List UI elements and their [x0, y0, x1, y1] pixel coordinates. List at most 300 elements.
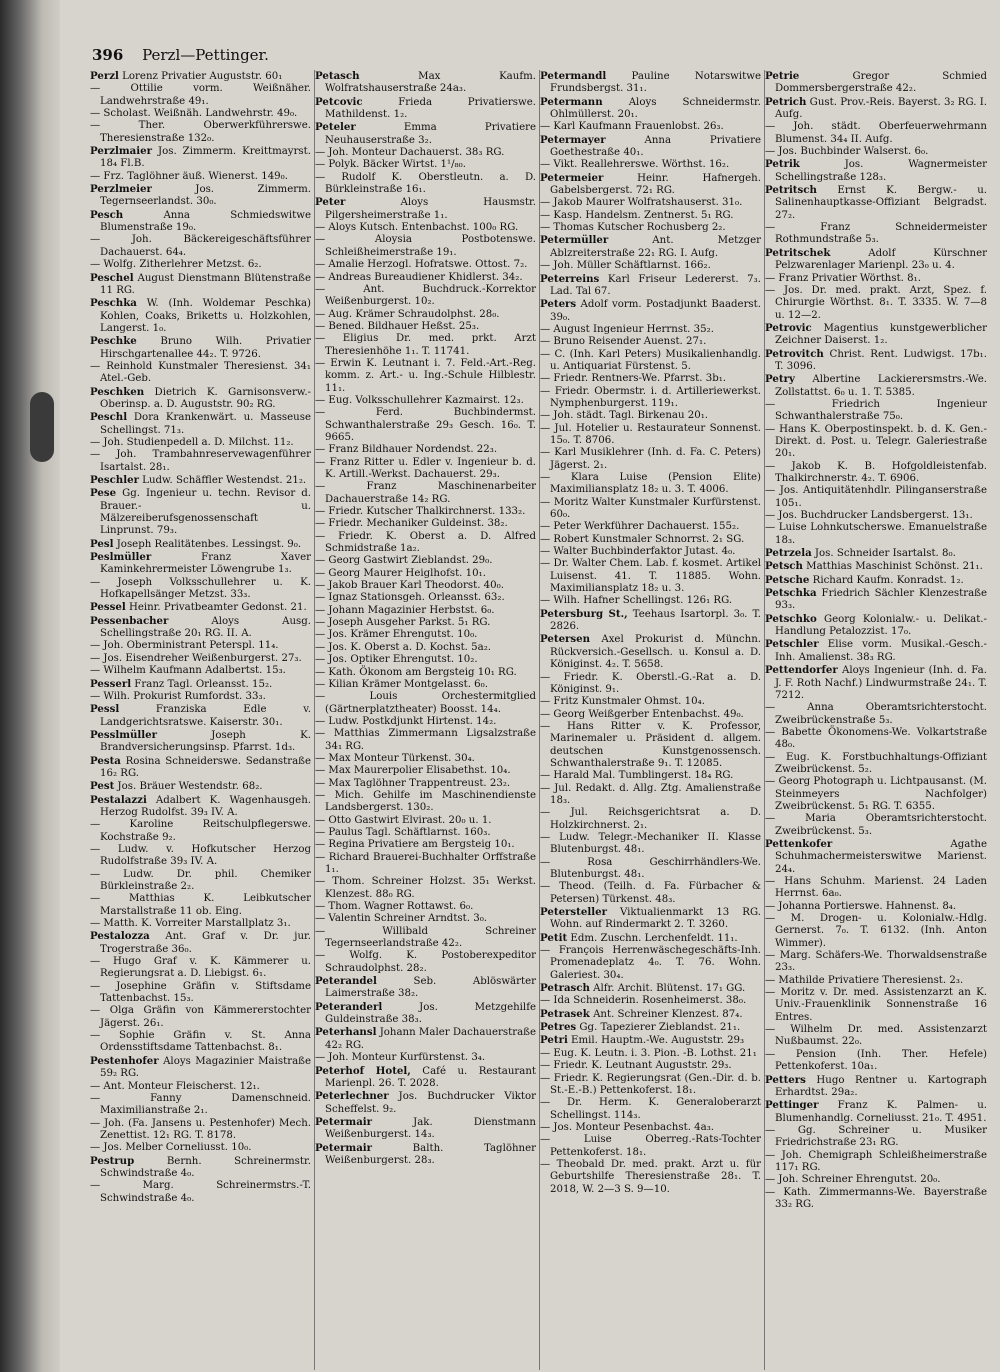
directory-entry	[765, 158, 987, 184]
entry-text: — Joh. Monteur Kurfürstenst. 3₄.	[315, 1052, 486, 1064]
entry-text: Jos. Zimmerm. Tegernseerlandst. 30₀.	[100, 184, 311, 208]
entry-text: — Wilhelm Kaufmann Adalbertst. 15₃.	[90, 665, 286, 677]
entry-text: Aloys Ausg. Schellingstraße 20₁ RG. II. A.	[100, 615, 311, 640]
directory-entry	[315, 531, 536, 556]
directory-entry	[90, 1155, 311, 1181]
directory-entry	[540, 234, 761, 260]
entry-text: — Franz Maschinenarbeiter Dachauerstraße 14₂ RG.	[315, 481, 536, 505]
entry-text: — Valentin Schreiner Arndtst. 3₀.	[315, 913, 488, 925]
directory-entry	[315, 790, 536, 815]
directory-entry	[765, 1125, 987, 1150]
entry-surname: Perzlmaier	[90, 145, 152, 158]
entry-text: — Bened. Bildhauer Heßst. 25₃.	[315, 320, 480, 332]
entry-text: — Kasp. Handelsm. Zentnerst. 5₁ RG.	[540, 209, 734, 221]
directory-entry	[90, 615, 311, 641]
entry-text: — Mich. Gehilfe im Maschinendienste Landsbergerst. 130₂.	[315, 789, 536, 814]
column-1	[90, 70, 315, 1370]
entry-text: Albertine Lackierersmstrs.-We. Zollstattst. 6₀ u. 1. T. 5385.	[775, 374, 987, 398]
entry-text: — Joh. städt. Tagl. Birkenau 20₁.	[540, 410, 709, 422]
entry-surname: Petschko	[765, 612, 817, 625]
entry-text: Emil. Hauptm.-We. Auguststr. 29₃	[567, 1035, 745, 1047]
directory-entry	[315, 1065, 536, 1091]
directory-entry	[315, 753, 536, 765]
entry-text: Adalbert K. Wagenhausgeh. Herzog Rudolfst. 39₃ IV. A.	[100, 794, 311, 818]
entry-surname: Peteler	[315, 121, 356, 134]
directory-entry	[90, 930, 311, 956]
entry-text: Gg. Ingenieur u. techn. Revisor d. Brauer.- u. Mälzereiberufsgenossenschaft Linprunst. 79₃.	[100, 488, 311, 537]
directory-entry	[315, 815, 536, 827]
entry-text: — Ignaz Stationsgeh. Orleansst. 63₂.	[315, 592, 505, 604]
entry-surname: Petcovic	[315, 95, 363, 108]
entry-surname: Peschler	[90, 474, 139, 486]
directory-entry	[765, 399, 987, 424]
entry-text: — Karl Kaufmann Frauenlobst. 26₃.	[540, 121, 724, 133]
directory-entry	[540, 373, 761, 385]
entry-surname: Pettinger	[765, 1099, 819, 1112]
entry-surname: Petters	[765, 1073, 806, 1086]
entry-text: — Ludw. v. Hofkutscher Herzog Rudolfstraße 39₃ IV. A.	[90, 843, 311, 868]
directory-entry	[315, 654, 536, 666]
entry-surname: Petritschek	[765, 246, 831, 259]
directory-entry	[90, 361, 311, 386]
entry-text: Bruno Wilh. Privatier Hirschgartenallee 44₂. T. 9726.	[100, 336, 311, 360]
entry-surname: Peterreins	[540, 272, 600, 285]
entry-text: — Paulus Tagl. Schäftlarnst. 160₃.	[315, 826, 491, 838]
entry-text: — Gg. Schreiner u. Musiker Friedrichstraße 23₁ RG.	[765, 1124, 987, 1149]
entry-surname: Petrovitch	[765, 347, 824, 360]
entry-text: — Dr. Herm. K. Generaloberarzt Schellingst. 114₃.	[540, 1097, 761, 1121]
directory-entry	[90, 819, 311, 844]
entry-text: — François Herrenwäschegeschäfts-Inh. Promenadeplatz 4₀. T. 76. Wohn. Galeriest. 30₄.	[540, 945, 761, 981]
directory-entry	[90, 411, 311, 437]
entry-text: Georg Kolonialw.- u. Delikat.-Handlung Petalozzist. 17₀.	[775, 613, 987, 638]
entry-text: Alfr. Archit. Blütenst. 17₁ GG.	[589, 983, 746, 995]
column-4	[765, 70, 990, 1370]
entry-text: — Joh. städt. Oberfeuerwehrmann Blumenst. 34₄ II. Aufg.	[765, 121, 987, 145]
directory-entry	[315, 407, 536, 444]
entry-text: — Louis Orchestermitglied (Gärtnerplatztheater) Boosst. 14₄.	[315, 691, 536, 715]
directory-entry	[540, 273, 761, 299]
entry-surname: Petermandl	[540, 70, 607, 82]
entry-text: — Ant. Buchdruck.-Korrektor Weißenburgerst. 10₂.	[315, 283, 536, 308]
directory-entry	[315, 691, 536, 716]
entry-text: Dora Krankenwärt. u. Masseuse Schellingst. 71₃.	[100, 412, 311, 436]
directory-entry	[315, 629, 536, 641]
directory-entry	[540, 324, 761, 336]
entry-surname: Petit	[540, 931, 568, 944]
directory-entry	[90, 551, 311, 577]
entry-text: — Babette Ökonomens-We. Volkartstraße 48₀.	[765, 726, 987, 751]
entry-text: Karl Friseur Ledererst. 7₃. Lad. Tal 67.	[550, 273, 761, 297]
entry-text: — Scholast. Weißnäh. Landwehrstr. 49₀.	[90, 108, 298, 120]
directory-entry	[540, 832, 761, 857]
entry-text: Matthias Maschinist Schönst. 21₁.	[802, 561, 983, 573]
directory-entry	[765, 146, 987, 158]
directory-entry	[765, 752, 987, 777]
directory-entry	[765, 638, 987, 664]
directory-entry	[90, 601, 311, 614]
directory-entry	[540, 96, 761, 122]
directory-entry	[540, 423, 761, 448]
directory-entry	[540, 410, 761, 422]
directory-entry	[540, 447, 761, 472]
entry-surname: Pettendorfer	[765, 664, 838, 677]
directory-entry	[540, 807, 761, 832]
directory-entry	[90, 780, 311, 793]
entry-text: — Karoline Reitschulpflegerswe. Kochstraße 9₂.	[90, 819, 311, 843]
entry-text: — Vikt. Reallehrerswe. Wörthst. 16₂.	[540, 159, 730, 171]
directory-entry	[765, 876, 987, 901]
directory-entry	[90, 272, 311, 298]
directory-entry	[90, 120, 311, 145]
directory-entry	[315, 309, 536, 321]
directory-entry	[765, 510, 987, 522]
entry-surname: Petasch	[315, 70, 360, 82]
entry-text: — Franz Schneidermeister Rothmundstraße 5₃.	[765, 222, 987, 246]
directory-entry	[90, 918, 311, 930]
entry-surname: Petry	[765, 373, 795, 386]
directory-entry	[315, 172, 536, 197]
entry-text: — Marg. Schäfers-We. Thorwaldsenstraße 23₃.	[765, 950, 987, 974]
directory-entry	[765, 913, 987, 950]
directory-entry	[315, 667, 536, 679]
directory-entry	[315, 592, 536, 604]
directory-entry	[315, 876, 536, 901]
entry-text: — Franz Privatier Wörthst. 8₁.	[765, 272, 921, 284]
directory-entry	[765, 121, 987, 146]
entry-text: — Willibald Schreiner Tegernseerlandstraße 42₂.	[315, 925, 536, 950]
entry-text: Joseph Realitätenbes. Lessingst. 9₀.	[113, 538, 302, 550]
entry-text: — Ferd. Buchbindermst. Schwanthalerstraße 29₃ Gesch. 16₀. T. 9665.	[315, 407, 536, 443]
entry-text: — Thomas Kutscher Rochusberg 2₂.	[540, 222, 726, 234]
directory-entry	[765, 1187, 987, 1212]
entry-surname: Petschka	[765, 587, 817, 600]
entry-text: Jak. Dienstmann Weißenburgerst. 14₃.	[325, 1116, 536, 1141]
entry-surname: Petsche	[765, 573, 810, 586]
entry-text: — Joseph Volksschullehrer u. K. Hofkapellsänger Metzst. 33₃.	[90, 576, 311, 601]
entry-text: — Klara Luise (Pension Elite) Maximiliansplatz 18₂ u. 3. T. 4006.	[540, 472, 761, 496]
directory-entry	[90, 703, 311, 729]
directory-entry	[90, 1005, 311, 1030]
directory-entry	[765, 522, 987, 547]
directory-entry	[90, 1142, 311, 1154]
entry-text: — Max Taglöhner Trappentreust. 23₂.	[315, 777, 511, 789]
directory-entry	[765, 1099, 987, 1125]
entry-text: Jos. Zimmerm. Kreittmayrst. 18₄ Fl.B.	[100, 146, 311, 170]
entry-text: — Kath. Zimmermanns-We. Bayerstraße 33₂ RG.	[765, 1186, 987, 1210]
entry-text: Viktualienmarkt 13 RG. Wohn. auf Rindermarkt 2. T. 3260.	[550, 907, 761, 931]
entry-text: — Thom. Schreiner Holzst. 35₁ Werkst. Klenzest. 88₀ RG.	[315, 876, 536, 900]
entry-text: — Thom. Wagner Rottawst. 6₀.	[315, 901, 474, 913]
directory-entry	[540, 159, 761, 171]
directory-entry	[540, 472, 761, 497]
entry-text: — Josephine Gräfin v. Stiftsdame Tattenbachst. 15₃.	[90, 980, 311, 1005]
directory-entry	[315, 827, 536, 839]
entry-text: Bernh. Schreinermstr. Schwindstraße 4₀.	[100, 1155, 311, 1179]
entry-text: — Joh. Schreiner Ehrengutst. 20₀.	[765, 1174, 941, 1186]
entry-surname: Pesserl	[90, 677, 132, 690]
entry-text: — Matthias Zimmermann Ligsalzstraße 34₁ RG.	[315, 728, 536, 752]
directory-entry	[315, 679, 536, 691]
entry-surname: Perzlmeier	[90, 183, 152, 196]
directory-entry	[90, 1030, 311, 1055]
entry-text: Jos. Metzgehilfe Guldeinstraße 38₃.	[325, 1001, 536, 1026]
entry-text: — Jos. Eisendreher Weißenburgerst. 27₃.	[90, 652, 302, 664]
entry-text: Aloys Hausmstr. Pilgersheimerstraße 1₁.	[325, 197, 536, 221]
entry-surname: Peterlechner	[315, 1090, 389, 1103]
directory-entry	[315, 926, 536, 951]
directory-entry	[540, 770, 761, 782]
entry-text: — Jos. Dr. med. prakt. Arzt, Spez. f. Chirurgie Wörthst. 8₁. T. 3335. W. 7—8 u. 12—2.	[765, 284, 987, 321]
entry-text: — Reinhold Kunstmaler Theresienst. 34₁ Atel.-Geb.	[90, 360, 311, 385]
directory-entry	[540, 932, 761, 945]
entry-text: Lorenz Privatier Auguststr. 60₁	[118, 71, 283, 82]
entry-text: Jos. Buchdrucker Viktor Scheffelst. 9₂.	[325, 1091, 536, 1115]
directory-entry	[765, 547, 987, 560]
entry-text: — Ludw. Telegr.-Mechaniker II. Klasse Blutenburgst. 48₁.	[540, 831, 761, 856]
directory-entry	[90, 653, 311, 665]
entry-surname: Petschler	[765, 638, 819, 651]
entry-text: — Jos. Melber Corneliusst. 10₀.	[90, 1142, 252, 1154]
directory-entry	[540, 783, 761, 808]
entry-text: — Georg Gastwirt Zieblandst. 29₀.	[315, 555, 493, 567]
entry-text: — Otto Gastwirt Elvirast. 20₀ u. 1.	[315, 814, 492, 826]
directory-entry	[90, 794, 311, 820]
directory-entry	[765, 184, 987, 222]
directory-entry	[765, 96, 987, 122]
entry-surname: Peterhof Hotel,	[315, 1064, 411, 1077]
directory-entry	[90, 437, 311, 449]
directory-entry	[90, 665, 311, 677]
running-title: Perzl—Pettinger.	[142, 46, 269, 64]
entry-text: — Polyk. Bäcker Wirtst. 1¹/₈₀.	[315, 159, 466, 171]
directory-entry	[765, 702, 987, 727]
directory-entry	[90, 145, 311, 171]
directory-entry	[765, 373, 987, 399]
directory-entry	[540, 608, 761, 634]
directory-entry	[540, 721, 761, 770]
directory-entry	[90, 209, 311, 235]
entry-text: — Maria Oberamtsrichterstocht. Zweibrückenst. 5₃.	[765, 813, 987, 837]
directory-entry	[90, 1055, 311, 1081]
directory-entry	[540, 1122, 761, 1134]
entry-text: Ludw. Schäffler Westendst. 21₂.	[138, 475, 307, 486]
entry-text: — Ida Schneiderin. Rosenheimerst. 38₀.	[540, 995, 747, 1007]
directory-entry	[315, 70, 536, 96]
directory-entry	[540, 497, 761, 522]
directory-entry	[315, 642, 536, 654]
entry-text: Ernst K. Bergw.- u. Salinenhauptkasse-Offiziant Belgradst. 27₂.	[775, 185, 987, 221]
entry-surname: Perzl	[90, 70, 119, 82]
directory-entry	[540, 982, 761, 995]
entry-text: — Friedr. K. Regierungsrat (Gen.-Dir. d. b. St.-E.-B.) Pettenkoferst. 18₁.	[540, 1072, 761, 1096]
entry-surname: Petermeier	[540, 171, 604, 184]
directory-entry	[315, 1116, 536, 1142]
entry-text: — M. Drogen- u. Kolonialw.-Hdlg. Gernerst. 7₀. T. 6132. (Inh. Anton Wimmer).	[765, 913, 987, 949]
entry-text: Friedrich Sächler Klenzestraße 93₃.	[775, 588, 987, 612]
book-spine-shadow	[0, 0, 60, 1372]
entry-text: Franz Tagl. Orleansst. 15₂.	[131, 678, 273, 690]
entry-text: — Jos. Buchdrucker Landsbergerst. 13₁.	[765, 510, 973, 522]
directory-entry	[90, 844, 311, 869]
entry-text: — Joh. Chemigraph Schleißheimerstraße 117₁ RG.	[765, 1149, 987, 1173]
entry-text: Gust. Prov.-Reis. Bayerst. 3₂ RG. I. Aufg.	[775, 96, 987, 121]
entry-text: Emma Privatiere Neuhauserstraße 3₂.	[325, 122, 536, 146]
entry-text: — Friedr. K. Oberst a. D. Alfred Schmidstraße 1a₂.	[315, 530, 536, 555]
entry-text: — Fanny Damenschneid. Maximilianstraße 2₁.	[90, 1092, 311, 1117]
directory-entry	[765, 813, 987, 838]
directory-entry	[765, 247, 987, 273]
entry-text: — Friedr. Rentners-We. Pfarrst. 3b₁.	[540, 373, 727, 385]
entry-text: Hugo Rentner u. Kartograph Erhardtst. 29a₂.	[775, 1074, 987, 1098]
directory-entry	[315, 321, 536, 333]
entry-text: — Luise Lohnkutscherswe. Emanuelstraße 18₃.	[765, 522, 987, 546]
directory-entry	[765, 727, 987, 752]
entry-text: — Georg Photograph u. Lichtpausanst. (M. Steinmeyers Nachfolger) Zweibrückenst. 5₁ RG. T. 6355.	[765, 776, 987, 812]
entry-surname: Petrich	[765, 95, 807, 108]
directory-entry	[315, 1142, 536, 1168]
directory-entry	[540, 995, 761, 1007]
entry-surname: Peters	[540, 298, 577, 311]
entry-text: — Rudolf K. Oberstleutn. a. D. Bürkleinstraße 16₁.	[315, 171, 536, 196]
directory-entry	[540, 696, 761, 708]
directory-entry	[90, 183, 311, 209]
entry-text: — Aloys Kutsch. Entenbachst. 100₀ RG.	[315, 222, 519, 234]
directory-entry	[315, 617, 536, 629]
entry-text: — Hugo Graf v. K. Kämmerer u. Regierungsrat a. D. Liebigst. 6₁.	[90, 956, 311, 980]
directory-entry	[765, 222, 987, 247]
entry-text: — Jakob Brauer Karl Theodorst. 40₀.	[315, 580, 504, 592]
entry-surname: Petermüller	[540, 234, 609, 247]
directory-entry	[315, 716, 536, 728]
entry-text: — Eug. K. Leutn. i. 3. Pion. -B. Lothst. 21₁	[540, 1047, 757, 1059]
entry-surname: Pessl	[90, 703, 120, 716]
directory-entry	[315, 96, 536, 122]
entry-surname: Pesslmüller	[90, 728, 157, 741]
directory-entry	[765, 461, 987, 486]
directory-entry	[540, 546, 761, 558]
directory-entry	[90, 729, 311, 755]
directory-entry	[765, 1049, 987, 1074]
directory-entry	[540, 121, 761, 133]
entry-text: — Joh. Trambahnreservewagenführer Isartalst. 28₁.	[90, 449, 311, 473]
directory-entry	[540, 222, 761, 234]
entry-text: — Pension (Inh. Ther. Hefele) Pettenkoferst. 10a₁.	[765, 1048, 987, 1073]
entry-surname: Petermayer	[540, 133, 606, 146]
entry-text: — Harald Mal. Tumblingerst. 18₄ RG.	[540, 770, 734, 782]
entry-text: — Jakob K. B. Hofgoldleistenfab. Thalkirchnerstr. 4₂. T. 6906.	[765, 460, 987, 484]
entry-text: Café u. Restaurant Marienpl. 26. T. 2028.	[325, 1065, 536, 1089]
entry-text: — Moritz v. Dr. med. Assistenzarzt an K. Univ.-Frauenklinik Sonnenstraße 16 Entres.	[765, 987, 987, 1023]
directory-entry	[765, 901, 987, 913]
entry-text: Balth. Taglöhner Weißenburgerst. 28₃.	[325, 1142, 536, 1166]
directory-entry	[540, 906, 761, 932]
entry-text: — Georg Maurer Heiglhofst. 10₁.	[315, 567, 486, 579]
entry-text: — Rosa Geschirrhändlers-We. Blutenburgst. 48₁.	[540, 856, 761, 880]
entry-surname: Petersteller	[540, 906, 607, 919]
directory-entry	[540, 197, 761, 209]
entry-text: — Matthias K. Leibkutscher Marstallstraße 11 ob. Eing.	[90, 893, 311, 917]
entry-surname: Petri	[540, 1034, 568, 1047]
entry-text: — Frz. Taglöhner äuß. Wienerst. 149₀.	[90, 170, 288, 182]
directory-entry	[315, 518, 536, 530]
directory-entry	[765, 613, 987, 639]
entry-surname: Peschel	[90, 271, 134, 284]
entry-text: Magentius kunstgewerblicher Zeichner Daiserst. 1₂.	[775, 322, 987, 347]
entry-text: Ant. Metzger Ablzreiterstraße 22₁ RG. I. Aufg.	[550, 235, 761, 259]
entry-text: — Friedr. Obermstr. i. d. Artilleriewerkst. Nymphenburgerst. 119₁.	[540, 385, 761, 409]
entry-surname: Petrasch	[540, 982, 590, 995]
entry-text: — Jos. Antiquitätenhdlr. Pilinganserstraße 105₁.	[765, 485, 987, 509]
entry-text: Aloys Ingenieur (Inh. d. Fa. J. F. Roth Nachf.) Lindwurmstraße 24₁. T. 7212.	[775, 665, 987, 701]
directory-entry	[540, 1073, 761, 1098]
directory-entry	[315, 444, 536, 456]
entry-text: — Friedr. Kutscher Thalkirchnerst. 133₂.	[315, 506, 526, 518]
directory-entry	[315, 457, 536, 482]
directory-entry	[765, 70, 987, 96]
directory-entry	[315, 568, 536, 580]
entry-surname: Petermann	[540, 95, 603, 108]
entry-text: Max Kaufm. Wolfratshauserstraße 24a₃.	[325, 71, 536, 95]
entry-text: — Fritz Kunstmaler Ohmst. 10₄.	[540, 696, 705, 708]
directory-entry	[540, 260, 761, 272]
entry-text: — Erwin K. Leutnant i. 7. Feld.-Art.-Reg. komm. z. Art.- u. Ing.-Schule Hilblestr. 11₁.	[315, 357, 536, 394]
entry-text: Seb. Ablöswärter Laimerstraße 38₂.	[325, 976, 536, 1000]
directory-entry	[315, 778, 536, 790]
entry-text: — Peter Werkführer Dachauerst. 155₂.	[540, 521, 740, 533]
entry-surname: Peschl	[90, 411, 128, 424]
directory-entry	[90, 893, 311, 918]
entry-text: Gg. Tapezierer Zieblandst. 21₁.	[576, 1022, 741, 1034]
directory-entry	[315, 159, 536, 171]
entry-surname: Peteranderl	[315, 1000, 383, 1013]
entry-text: August Dienstmann Blütenstraße 11 RG.	[100, 272, 311, 296]
entry-surname: Peschke	[90, 335, 137, 348]
entry-surname: Petrovic	[765, 321, 812, 334]
entry-text: Franz K. Palmen- u. Blumenhandlg. Corneliusst. 21₀. T. 4951.	[775, 1100, 987, 1124]
entry-text: Aloys Schneidermstr. Ohlmüllerst. 20₁.	[550, 96, 761, 121]
entry-text: Richard Kaufm. Konradst. 1₂.	[809, 574, 964, 586]
directory-entry	[765, 322, 987, 348]
directory-entry	[315, 728, 536, 753]
entry-text: — Jakob Maurer Wolfratshauserst. 31₀.	[540, 197, 743, 209]
entry-text: — Jos. Krämer Ehrengutst. 10₀.	[315, 629, 478, 641]
entry-text: — Sophie Gräfin v. St. Anna Ordensstiftsdame Tattenbachst. 8₁.	[90, 1030, 311, 1054]
directory-entry	[315, 839, 536, 851]
entry-text: — Ludw. Postkdjunkt Hirtenst. 14₂.	[315, 715, 497, 727]
entry-text: Axel Prokurist d. Münchn. Rückversich.-Gesellsch. u. Konsul a. D. Königinst. 4₂. T. 5658.	[550, 634, 761, 671]
directory-entry	[765, 273, 987, 285]
directory-entry	[765, 560, 987, 573]
entry-surname: Peschken	[90, 385, 145, 398]
entry-text: — Wilhelm Dr. med. Assistenzarzt Nußbaumst. 22₀.	[765, 1024, 987, 1048]
entry-surname: Petersen	[540, 633, 591, 646]
entry-text: Christ. Rent. Ludwigst. 17b₁. T. 3096.	[775, 348, 987, 372]
directory-entry	[90, 981, 311, 1006]
entry-text: — Jos. Buchbinder Walserst. 6₀.	[765, 146, 929, 158]
entry-text: — Luise Oberreg.-Rats-Tochter Pettenkoferst. 18₁.	[540, 1134, 761, 1158]
directory-entry	[765, 485, 987, 510]
directory-entry	[540, 298, 761, 324]
directory-entry	[315, 901, 536, 913]
entry-surname: Pesch	[90, 208, 124, 221]
directory-entry	[90, 1081, 311, 1093]
directory-entry	[765, 950, 987, 975]
entry-surname: Peter	[315, 196, 346, 209]
entry-text: — Jos. Optiker Ehrengutst. 10₂.	[315, 654, 478, 666]
directory-entry	[90, 678, 311, 691]
entry-text: — Ottilie vorm. Weißnäher. Landwehrstraße 49₁.	[90, 83, 311, 107]
